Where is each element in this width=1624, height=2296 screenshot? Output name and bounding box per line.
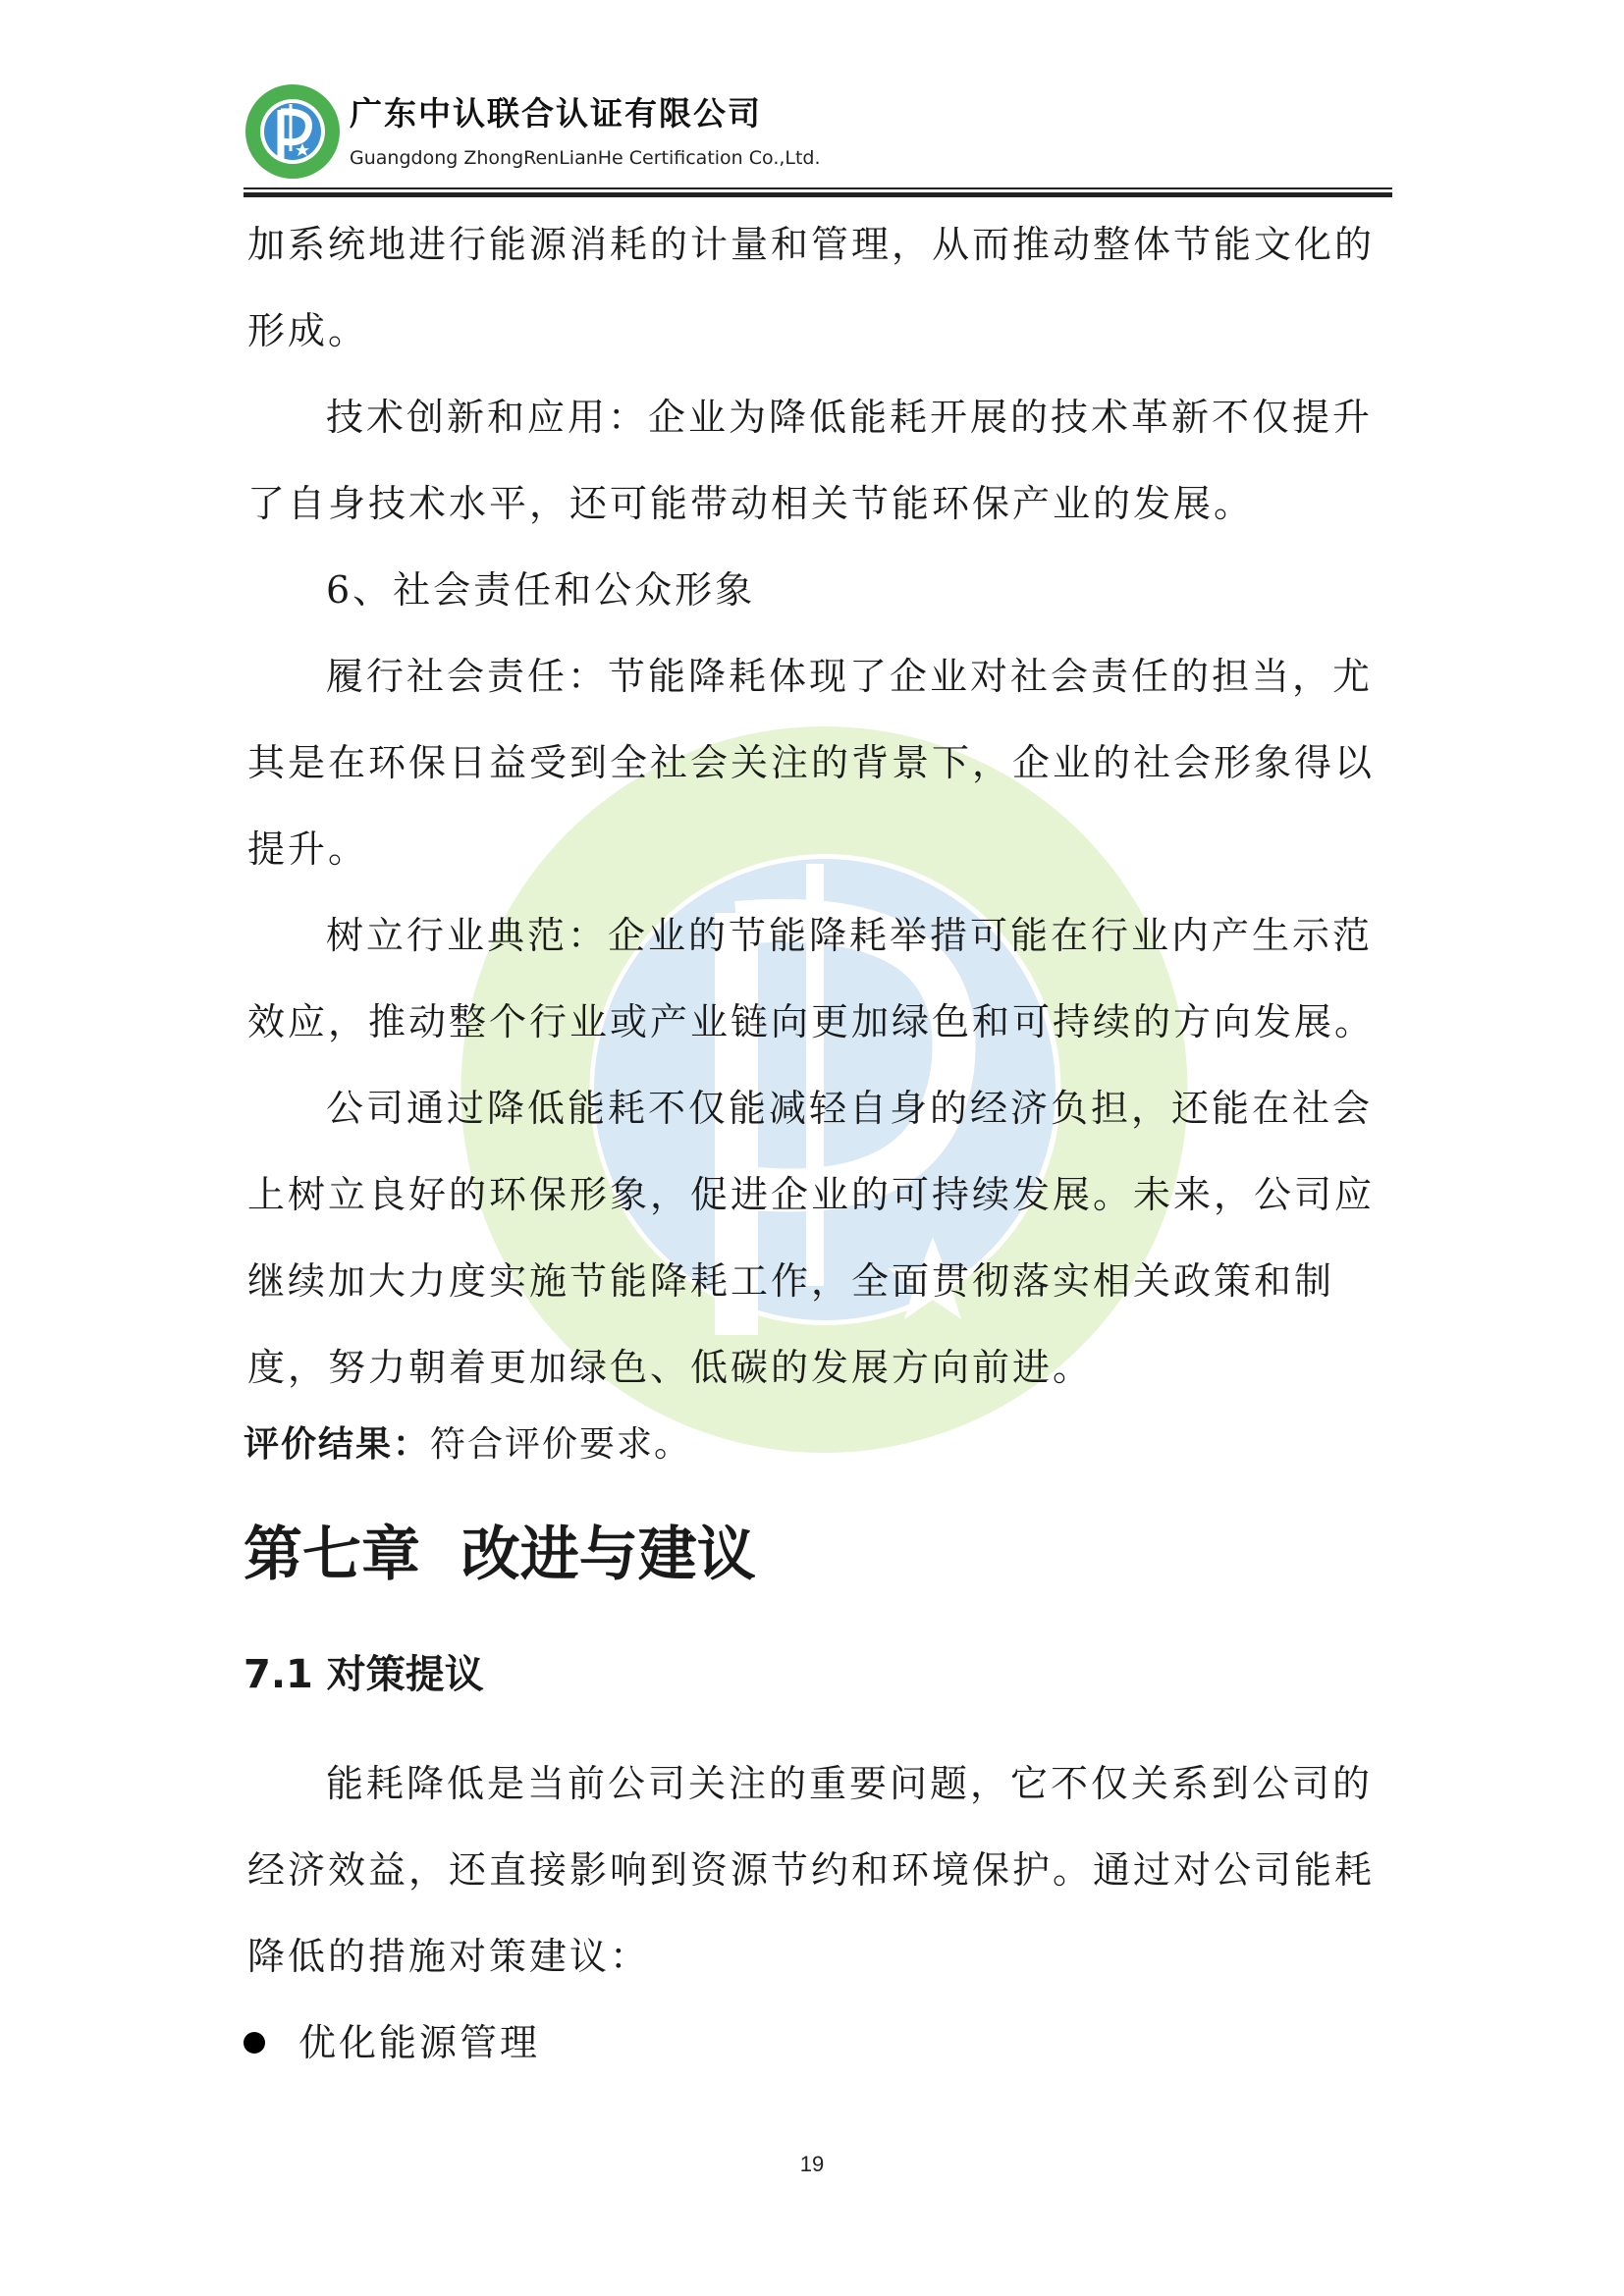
- company-name-en: Guangdong ZhongRenLianHe Certification Co.,Ltd.: [350, 147, 821, 169]
- paragraph: 树立行业典范：企业的节能降耗举措可能在行业内产生示范效应，推动整个行业或产业链向更加绿色和可持续的方向发展。: [247, 914, 1376, 1043]
- header-rule-thick: [244, 192, 1392, 197]
- certification-seal-icon: [244, 82, 342, 181]
- evaluation-result-label: 评价结果：: [244, 1424, 431, 1465]
- section-title: 7.1 对策提议: [244, 1652, 484, 1697]
- paragraph: 加系统地进行能源消耗的计量和管理，从而推动整体节能文化的形成。: [247, 223, 1376, 352]
- chapter-title: 第七章 改进与建议: [244, 1521, 756, 1589]
- page-header: [244, 71, 1392, 198]
- paragraph: 履行社会责任：节能降耗体现了企业对社会责任的担当，尤其是在环保日益受到全社会关注的背景下，企业的社会形象得以提升。: [247, 655, 1376, 871]
- evaluation-result-text: 符合评价要求。: [430, 1424, 692, 1465]
- paragraph: 能耗降低是当前公司关注的重要问题，它不仅关系到公司的经济效益，还直接影响到资源节约和环境保护。通过对公司能耗降低的措施对策建议：: [247, 1762, 1376, 1978]
- bullet-dot-icon: [244, 2032, 265, 2054]
- bullet-text: 优化能源管理: [298, 2021, 541, 2064]
- subsection-heading: 6、社会责任和公众形象: [326, 568, 756, 612]
- document-body: [244, 201, 1396, 2086]
- paragraph: 技术创新和应用：企业为降低能耗开展的技术革新不仅提升了自身技术水平，还可能带动相关节能环保产业的发展。: [247, 396, 1374, 525]
- page-number: 19: [799, 2152, 825, 2176]
- paragraph: 公司通过降低能耗不仅能减轻自身的经济负担，还能在社会上树立良好的环保形象，促进企业的可持续发展。未来，公司应继续加大力度实施节能降耗工作，全面贯彻落实相关政策和制度，努力朝着更加绿色、低碳的发展方向前进。: [247, 1087, 1376, 1389]
- header-rule-thin: [244, 187, 1392, 189]
- company-name-cn: 广东中认联合认证有限公司: [350, 94, 762, 133]
- bullet-item: [244, 2000, 1396, 2086]
- evaluation-result: [244, 1411, 1396, 1479]
